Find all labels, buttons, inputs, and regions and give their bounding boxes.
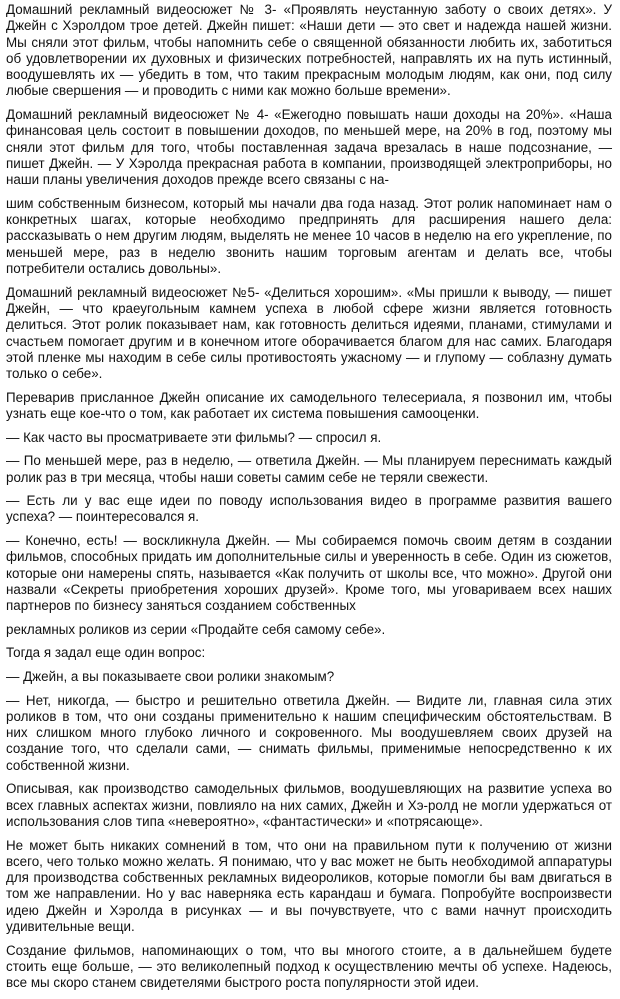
paragraph-answer-ideas-continued: рекламных роликов из серии «Продайте себя самому себе». — [6, 621, 386, 637]
paragraph-answer-ideas: — Конечно, есть! — воскликнула Джейн. — Мы собираемся помочь своим детям в создании фильмов, способных придать им дополнительные силы и уверенность в себе. Один из сюжетов, которые они намерены спять, называется «Как получить от школы все, что можно». Другой они назвали «Секреты приобретения хороших друзей». Кроме того, мы уговариваем всех наших партнеров по бизнесу заняться созданием собственных — [6, 532, 612, 614]
paragraph-video-3: Домашний рекламный видеосюжет № 3- «Проявлять неустанную заботу о своих детях». У Джейн с Хэролдом трое детей. Джейн пишет: «Наши дети — это свет и надежда нашей жизни. Мы сняли этот фильм, чтобы напомнить себе о священной обязанности любить их, заботиться об удовлетворении их духовных и физических потребностей, направлять их на путь истинный, воодушевлять их — убедить в том, что таким прекрасным молодым людям, как они, под силу любые свершения — и проводить с ними как можно больше времени». — [6, 2, 612, 99]
paragraph-question-show: — Джейн, а вы показываете свои ролики знакомым? — [6, 668, 335, 684]
paragraph-question-ideas: — Есть ли у вас еще идеи по поводу использования видео в программе развития вашего успеха? — поинтересовался я. — [6, 493, 612, 525]
paragraph-no-doubt: Не может быть никаких сомнений в том, что они на правильном пути к получению от жизни всего, чего только можно желать. Я понимаю, что у вас может не быть необходимой аппаратуры для производства собственных рекламных видеороликов, которые помогли бы вам двигаться в том же направлении. Но у вас наверняка есть карандаш и бумага. Попробуйте воспроизвести идею Джейн и Хэролда в рисунках — и вы почувствуете, что с вами начнут происходить удивительные вещи. — [6, 837, 612, 934]
paragraph-video-4-continued: шим собственным бизнесом, который мы начали два года назад. Этот ролик напоминает нам о конкретных шагах, которые необходимо предпринять для расширения нашего дела: рассказывать о нем другим людям, выделять не менее 10 часов в неделю на его укрепление, по меньшей мере, раз в неделю звонить нашим торговым агентам и делать все, чтобы потребители остались довольны». — [6, 195, 612, 277]
paragraph-description: Описывая, как производство самодельных фильмов, воодушевляющих на развитие успеха во всех главных аспектах жизни, повлияло на них самих, Джейн и Хэ-ролд не могли удержаться от использования слов типа «невероятно», «фантастически» и «потрясающе». — [6, 781, 612, 829]
document-page — [6, 2, 612, 999]
paragraph-another-question: Тогда я задал еще один вопрос: — [6, 645, 206, 661]
paragraph-answer-show: — Нет, никогда, — быстро и решительно ответила Джейн. — Видите ли, главная сила этих роликов в том, что они созданы применительно к нашим специфическим обстоятельствам. В них слишком много глубоко личного и сокровенного. Мы воодушевляем своих друзей на создание того, что сделали сами, — снимать фильмы, применимые непосредственно к их собственной жизни. — [6, 692, 612, 773]
paragraph-answer-frequency: — По меньшей мере, раз в неделю, — ответила Джейн. — Мы планируем переснимать каждый ролик раз в три месяца, чтобы наши советы самим себе не теряли свежести. — [6, 453, 612, 485]
paragraph-video-4: Домашний рекламный видеосюжет № 4- «Ежегодно повышать наши доходы на 20%». «Наша финансовая цель состоит в повышении доходов, по меньшей мере, на 20% в год, поэтому мы сняли этот фильм для того, чтобы поставленная задача врезалась в наше подсознание, — пишет Джейн. — У Хэролда прекрасная работа в компании, производящей электроприборы, но наши планы увеличения доходов прежде всего связаны с на- — [6, 107, 612, 188]
paragraph-video-5: Домашний рекламный видеосюжет №5- «Делиться хорошим». «Мы пришли к выводу, — пишет Джейн, — что краеугольным камнем успеха в любой сфере жизни является готовность делиться. Этот ролик показывает нам, как готовность делиться идеями, планами, стимулами и счастьем помогает другим и в конечном итоге оборачивается благом для нас самих. Благодаря этой пленке мы находим в себе силы противостоять ужасному — и глупому — соблазну думать только о себе». — [6, 284, 612, 382]
paragraph-phone-call: Переварив присланное Джейн описание их самодельного телесериала, я позвонил им, чтобы узнать еще кое-что о том, как работает их система повышения самооценки. — [6, 389, 612, 422]
paragraph-question-frequency: — Как часто вы просматриваете эти фильмы? — спросил я. — [6, 429, 382, 445]
paragraph-conclusion: Создание фильмов, напоминающих о том, что вы многого стоите, а в дальнейшем будете стоить еще больше, — это великолепный подход к осуществлению мечты об успехе. Надеюсь, все мы скоро станем свидетелями быстрого роста популярности этой идеи. — [6, 942, 612, 991]
